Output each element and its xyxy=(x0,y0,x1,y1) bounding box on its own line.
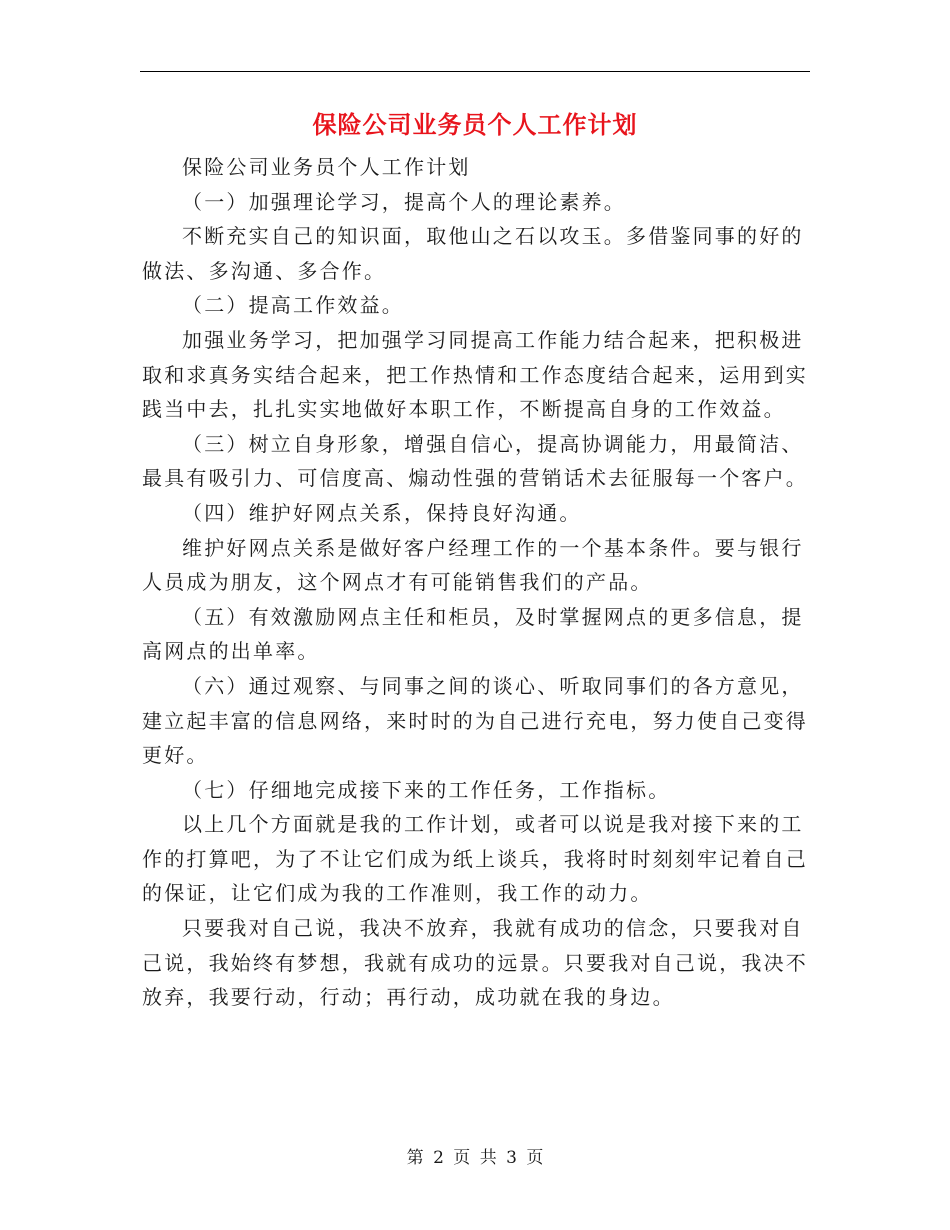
header-rule xyxy=(140,71,810,72)
paragraph: 只要我对自己说，我决不放弃，我就有成功的信念，只要我对自己说，我始终有梦想，我就有成功的远景。只要我对自己说，我决不放弃，我要行动，行动；再行动，成功就在我的身边。 xyxy=(142,916,808,1010)
paragraph: 维护好网点关系是做好客户经理工作的一个基本条件。要与银行人员成为朋友，这个网点才有可能销售我们的产品。 xyxy=(142,535,804,595)
paragraph: （五）有效激励网点主任和柜员，及时掌握网点的更多信息，提高网点的出单率。 xyxy=(142,604,804,664)
paragraph: 以上几个方面就是我的工作计划，或者可以说是我对接下来的工作的打算吧，为了不让它们成为纸上谈兵，我将时时刻刻牢记着自己的保证，让它们成为我的工作准则，我工作的动力。 xyxy=(142,812,808,906)
document-body xyxy=(142,150,810,1015)
paragraph: （二）提高工作效益。 xyxy=(182,293,404,318)
paragraph: （六）通过观察、与同事之间的谈心、听取同事们的各方意见，建立起丰富的信息网络，来时时的为自己进行充电，努力使自己变得更好。 xyxy=(142,673,808,768)
paragraph: （一）加强理论学习，提高个人的理论素养。 xyxy=(182,189,626,214)
paragraph: 不断充实自己的知识面，取他山之石以攻玉。多借鉴同事的好的做法、多沟通、多合作。 xyxy=(142,224,804,283)
paragraph: （七）仔细地完成接下来的工作任务，工作指标。 xyxy=(182,777,671,802)
document-title: 保险公司业务员个人工作计划 xyxy=(312,111,638,139)
paragraph: 保险公司业务员个人工作计划 xyxy=(182,155,471,179)
paragraph: （三）树立自身形象，增强自信心，提高协调能力，用最简洁、最具有吸引力、可信度高、煽动性强的营销话术去征服每一个客户。 xyxy=(142,431,808,491)
paragraph: （四）维护好网点关系，保持良好沟通。 xyxy=(182,500,582,525)
page-number-footer: 第 2 页 共 3 页 xyxy=(406,1148,544,1168)
paragraph: 加强业务学习，把加强学习同提高工作能力结合起来，把积极进取和求真务实结合起来，把工作热情和工作态度结合起来，运用到实践当中去，扎扎实实地做好本职工作，不断提高自身的工作效益。 xyxy=(142,327,808,422)
